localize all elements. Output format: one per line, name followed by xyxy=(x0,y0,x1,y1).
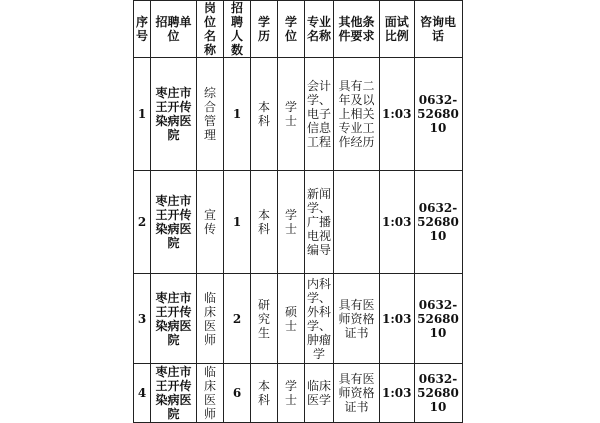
education-cell: 本科 xyxy=(251,58,278,171)
row-number: 3 xyxy=(134,274,151,364)
row-number: 4 xyxy=(134,364,151,423)
ratio-cell: 1:03 xyxy=(380,171,414,274)
post-cell: 宣传 xyxy=(197,171,224,274)
header-cell: 招聘人数 xyxy=(224,1,251,58)
education-cell: 本科 xyxy=(251,364,278,423)
major-cell: 新闻学、广播电视编导 xyxy=(305,171,334,274)
header-cell: 面试比例 xyxy=(380,1,414,58)
unit-cell: 枣庄市王开传染病医院 xyxy=(151,58,197,171)
degree-cell: 学士 xyxy=(278,58,305,171)
header-cell: 岗位名称 xyxy=(197,1,224,58)
other-requirements-cell: 具有医师资格证书 xyxy=(334,274,380,364)
other-requirements-cell: 具有医师资格证书 xyxy=(334,364,380,423)
ratio-cell: 1:03 xyxy=(380,58,414,171)
degree-cell: 学士 xyxy=(278,171,305,274)
table-row xyxy=(134,171,463,274)
phone-cell: 0632-5268010 xyxy=(414,274,462,364)
education-cell: 本科 xyxy=(251,171,278,274)
phone-cell: 0632-5268010 xyxy=(414,171,462,274)
count-cell: 2 xyxy=(224,274,251,364)
phone-cell: 0632-5268010 xyxy=(414,58,462,171)
recruitment-table xyxy=(133,0,463,423)
header-cell: 其他条件要求 xyxy=(334,1,380,58)
post-cell: 综合管理 xyxy=(197,58,224,171)
row-number: 1 xyxy=(134,58,151,171)
header-cell: 专业名称 xyxy=(305,1,334,58)
major-cell: 内科学、外科学、肿瘤学 xyxy=(305,274,334,364)
other-requirements-cell xyxy=(334,171,380,274)
unit-cell: 枣庄市王开传染病医院 xyxy=(151,171,197,274)
header-cell: 咨询电话 xyxy=(414,1,462,58)
row-number: 2 xyxy=(134,171,151,274)
education-cell: 研究生 xyxy=(251,274,278,364)
major-cell: 会计学、电子信息工程 xyxy=(305,58,334,171)
ratio-cell: 1:03 xyxy=(380,274,414,364)
ratio-cell: 1:03 xyxy=(380,364,414,423)
count-cell: 6 xyxy=(224,364,251,423)
post-cell: 临床医师 xyxy=(197,274,224,364)
degree-cell: 硕士 xyxy=(278,274,305,364)
header-cell: 学历 xyxy=(251,1,278,58)
post-cell: 临床医师 xyxy=(197,364,224,423)
table-row xyxy=(134,274,463,364)
count-cell: 1 xyxy=(224,171,251,274)
header-cell: 学位 xyxy=(278,1,305,58)
header-cell: 招聘单位 xyxy=(151,1,197,58)
unit-cell: 枣庄市王开传染病医院 xyxy=(151,274,197,364)
table-row xyxy=(134,58,463,171)
count-cell: 1 xyxy=(224,58,251,171)
header-row xyxy=(134,1,463,58)
major-cell: 临床医学 xyxy=(305,364,334,423)
degree-cell: 学士 xyxy=(278,364,305,423)
other-requirements-cell: 具有二年及以上相关专业工作经历 xyxy=(334,58,380,171)
phone-cell: 0632-5268010 xyxy=(414,364,462,423)
unit-cell: 枣庄市王开传染病医院 xyxy=(151,364,197,423)
table-row xyxy=(134,364,463,423)
header-cell: 序号 xyxy=(134,1,151,58)
